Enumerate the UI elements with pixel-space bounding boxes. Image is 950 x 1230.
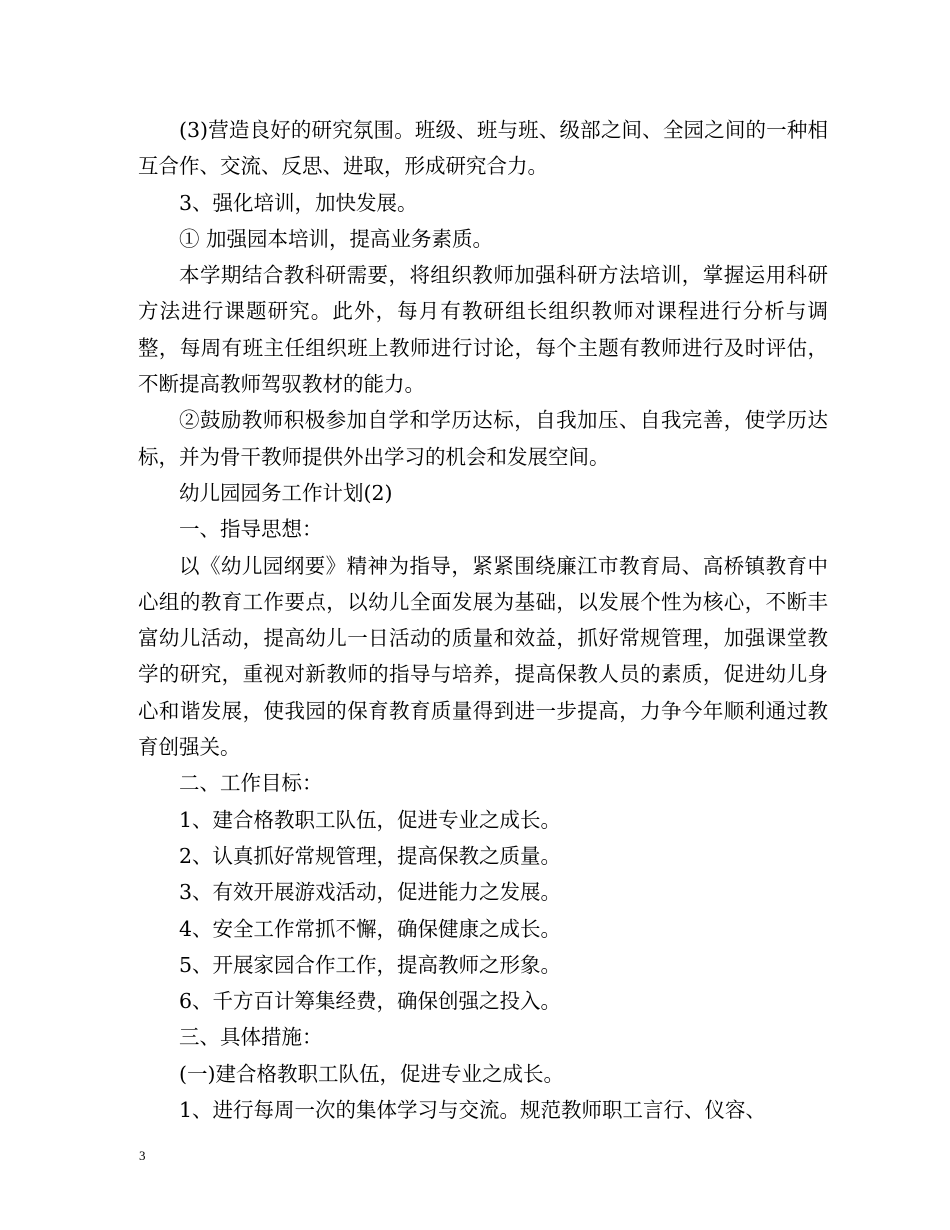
paragraph-encourage-teachers: ②鼓励教师积极参加自学和学历达标，自我加压、自我完善，使学历达标，并为骨干教师提供外出学习的机会和发展空间。 <box>138 408 828 469</box>
paragraph-measure-1-heading: (一)建合格教职工队伍，促进专业之成长。 <box>179 1061 564 1086</box>
goal-item-4: 4、安全工作常抓不懈，确保健康之成长。 <box>179 916 562 941</box>
paragraph-work-goals-heading: 二、工作目标： <box>179 771 323 796</box>
goal-item-3: 3、有效开展游戏活动，促进能力之发展。 <box>179 880 562 905</box>
goal-item-5: 5、开展家园合作工作，提高教师之形象。 <box>179 952 562 977</box>
paragraph-school-training: ① 加强园本培训，提高业务素质。 <box>179 226 494 251</box>
paragraph-measures-heading: 三、具体措施： <box>179 1025 323 1050</box>
paragraph-research-atmosphere: (3)营造良好的研究氛围。班级、班与班、级部之间、全园之间的一种相互合作、交流、反思、进取，形成研究合力。 <box>138 118 828 179</box>
goal-item-2: 2、认真抓好常规管理，提高保教之质量。 <box>179 843 562 868</box>
paragraph-guiding-ideology-heading: 一、指导思想： <box>179 517 323 542</box>
document-body <box>138 112 828 1128</box>
paragraph-research-methods: 本学期结合教科研需要，将组织教师加强科研方法培训，掌握运用科研方法进行课题研究。此外，每月有教研组长组织教师对课程进行分析与调整，每周有班主任组织班上教师进行讨论，每个主题有教师进行及时评估，不断提高教师驾驭教材的能力。 <box>138 263 828 397</box>
goal-item-1: 1、建合格教职工队伍，促进专业之成长。 <box>179 807 562 832</box>
goal-item-6: 6、千方百计筹集经费，确保创强之投入。 <box>179 989 562 1014</box>
paragraph-plan-title: 幼儿园园务工作计划(2) <box>179 480 393 505</box>
paragraph-training-heading: 3、强化培训，加快发展。 <box>179 190 418 215</box>
paragraph-guiding-ideology: 以《幼儿园纲要》精神为指导，紧紧围绕廉江市教育局、高桥镇教育中心组的教育工作要点，以幼儿全面发展为基础，以发展个性为核心，不断丰富幼儿活动，提高幼儿一日活动的质量和效益，抓好常规管理，加强课堂教学的研究，重视对新教师的指导与培养，提高保教人员的素质，促进幼儿身心和谐发展，使我园的保育教育质量得到进一步提高，力争今年顺利通过教育创强关。 <box>138 553 828 760</box>
paragraph-weekly-study: 1、进行每周一次的集体学习与交流。规范教师职工言行、仪容、 <box>179 1098 767 1123</box>
page-number: 3 <box>139 1148 146 1163</box>
